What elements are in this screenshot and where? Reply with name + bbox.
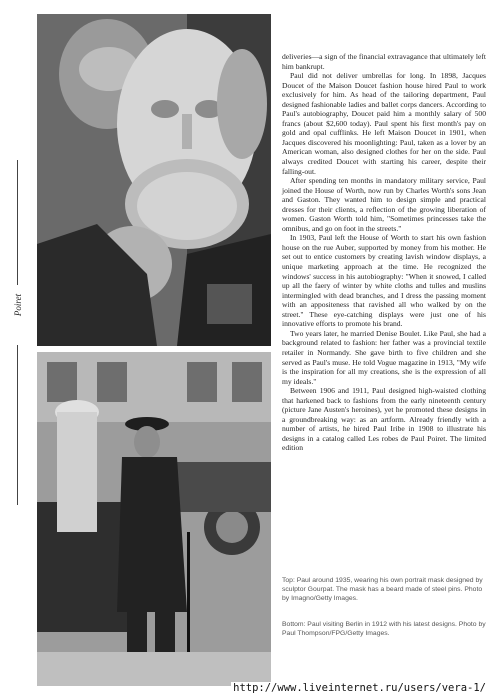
paragraph: Between 1906 and 1911, Paul designed high-waisted clothing that harkened back to fashions from the early nineteenth century (picture Jane Austen's heroines), yet he promoted these designs in a groundbreaking way: as an artform. Already friendly with a number of artists, he hired Paul Iribe in 1908 to illustrate his designs in a catalog called Les robes de Paul Poiret. The limited edition <box>282 386 486 453</box>
paragraph: After spending ten months in mandatory military service, Paul joined the House of Worth, now run by Charles Worth's sons Jean and Gaston. They wanted him to design simple and practical dresses for their clients, a reflection of the growing liberation of women. Gaston Worth told him, "Sometimes princesses take the omnibus, and go on foot in the streets." <box>282 176 486 233</box>
photo-berlin-street <box>37 352 271 686</box>
paragraph: Two years later, he married Denise Boulet. Like Paul, she had a background related to fashion: her father was a provincial textile retailer in Normandy. She gave birth to five children and she served as Paul's muse. He told Vogue magazine in 1913, "My wife is the inspiration for all my creations, she is the expression of all my ideals." <box>282 328 486 386</box>
running-head: Poiret <box>13 293 23 317</box>
article-body <box>282 52 486 453</box>
paragraph: In 1903, Paul left the House of Worth to start his own fashion house on the rue Auber, supported by money from his mother. He set out to entice customers by creating lavish window displays, a unique marketing approach at the time. He recognized the windows' success in his autobiography: "When it snowed, I called up all the faery of winter by white cloths and tulles and muslins intermingled with dead branches, and I dress the passing moment with an appositeness that ravished all who walked by on the street." These eye-catching displays were just one of his innovative efforts to promote his brand. <box>282 233 486 329</box>
side-rule-upper <box>17 160 18 285</box>
caption-bottom-photo: Bottom: Paul visiting Berlin in 1912 with his latest designs. Photo by Paul Thompson/FPG/Getty Images. <box>282 621 486 637</box>
watermark-url: http://www.liveinternet.ru/users/vera-1/ <box>233 682 486 694</box>
paragraph: Paul did not deliver umbrellas for long. In 1898, Jacques Doucet of the Maison Doucet fashion house hired Paul to work exclusively for him. As head of the tailoring department, Paul designed fashionable ladies and ballet corps dancers. According to Paul's autobiography, Doucet paid him a monthly salary of 500 francs (about $2,600 today). Paul spent his first month's pay on gold and opal cufflinks. He left Maison Doucet in 1901, when Jacques discovered his moonlighting: Paul, taken as a lover by an American woman, also designed clothes for her on the side. Paul always credited Doucet with starting his career, despite their falling-out. <box>282 71 486 176</box>
photo-mask-portrait <box>37 14 271 346</box>
side-rule-lower <box>17 345 18 505</box>
paragraph: deliveries—a sign of the financial extravagance that ultimately left him bankrupt. <box>282 52 486 71</box>
caption-top-photo: Top: Paul around 1935, wearing his own portrait mask designed by sculptor Gourpat. The mask has a beard made of steel pins. Photo by Imagno/Getty Images. <box>282 577 483 602</box>
